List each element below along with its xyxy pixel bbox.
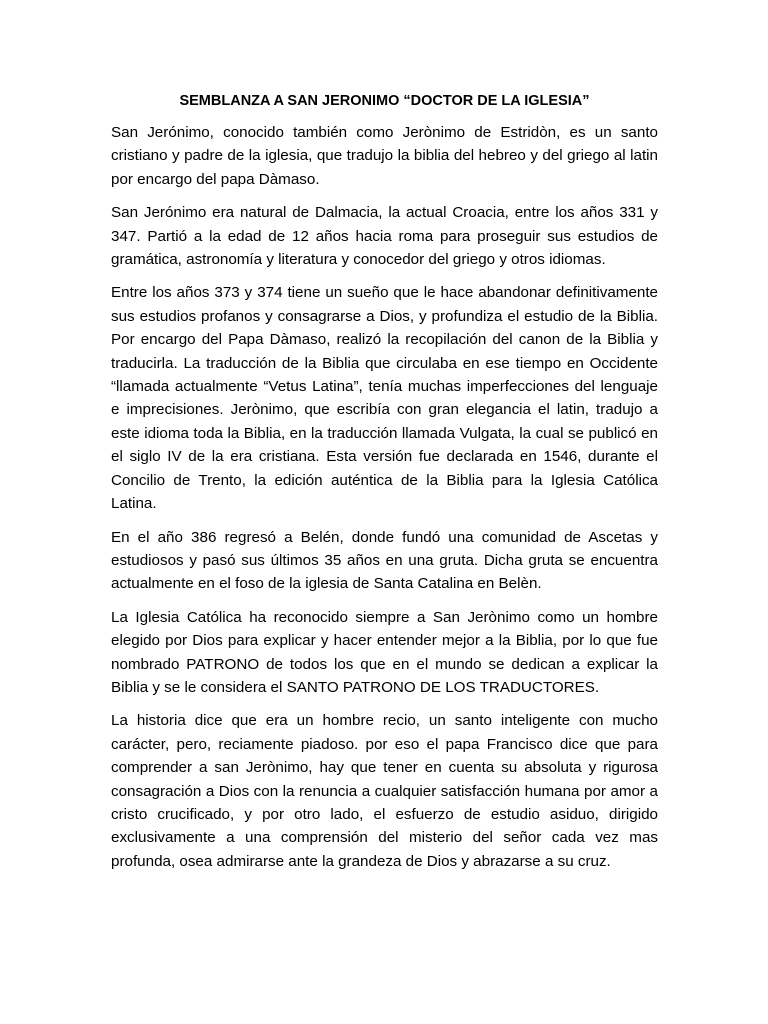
paragraph-patron: La Iglesia Católica ha reconocido siempre a San Jerònimo como un hombre elegido por Dios para explicar y hacer entender mejor a la Biblia, por lo que fue nombrado PATRONO de todos los que en el mundo se dedican a explicar la Biblia y se le considera el SANTO PATRONO DE LOS TRADUCTORES.	[111, 608, 658, 696]
paragraph-bethlehem: En el año 386 regresó a Belén, donde fundó una comunidad de Ascetas y estudiosos y pasó sus últimos 35 años en una gruta. Dicha gruta se encuentra actualmente en el foso de la iglesia de Santa Catalina en Belèn.	[111, 528, 658, 593]
paragraph-intro: San Jerónimo, conocido también como Jerònimo de Estridòn, es un santo cristiano y padre de la iglesia, que tradujo la biblia del hebreo y del griego al latin por encargo del papa Dàmaso.	[111, 124, 658, 188]
document-page	[111, 90, 658, 883]
document-title: SEMBLANZA A SAN JERONIMO “DOCTOR DE LA IGLESIA”	[179, 93, 590, 109]
paragraph-character: La historia dice que era un hombre recio, un santo inteligente con mucho carácter, pero, reciamente piadoso. por eso el papa Francisco dice que para comprender a san Jerònimo, hay que tener en cuenta su absoluta y rigurosa consagración a Dios con la renuncia a cualquier satisfacción humana por amor a cristo crucificado, y por otro lado, el esfuerzo de estudio asiduo, dirigido exclusivamente a una comprensión del misterio del señor cada vez mas profunda, osea admirarse ante la grandeza de Dios y abrazarse a su cruz.	[111, 712, 658, 870]
paragraph-origin: San Jerónimo era natural de Dalmacia, la actual Croacia, entre los años 331 y 347. Partió a la edad de 12 años hacia roma para proseguir sus estudios de gramática, astronomía y literatura y conocedor del griego y otros idiomas.	[111, 204, 658, 269]
paragraph-bible-translation: Entre los años 373 y 374 tiene un sueño que le hace abandonar definitivamente sus estudios profanos y consagrarse a Dios, y profundiza el estudio de la Biblia. Por encargo del Papa Dàmaso, realizó la recopilación del canon de la Biblia y traducirla. La traducción de la Biblia que circulaba en ese tiempo en Occidente “llamada actualmente “Vetus Latina”, tenía muchas imperfecciones del lenguaje e imprecisiones. Jerònimo, que escribía con gran elegancia el latin, tradujo a este idioma toda la Biblia, en la traducción llamada Vulgata, la cual se publicó en el siglo IV de la era cristiana. Esta versión fue declarada en 1546, durante el Concilio de Trento, la edición auténtica de la Biblia para la Iglesia Católica Latina.	[111, 284, 658, 513]
